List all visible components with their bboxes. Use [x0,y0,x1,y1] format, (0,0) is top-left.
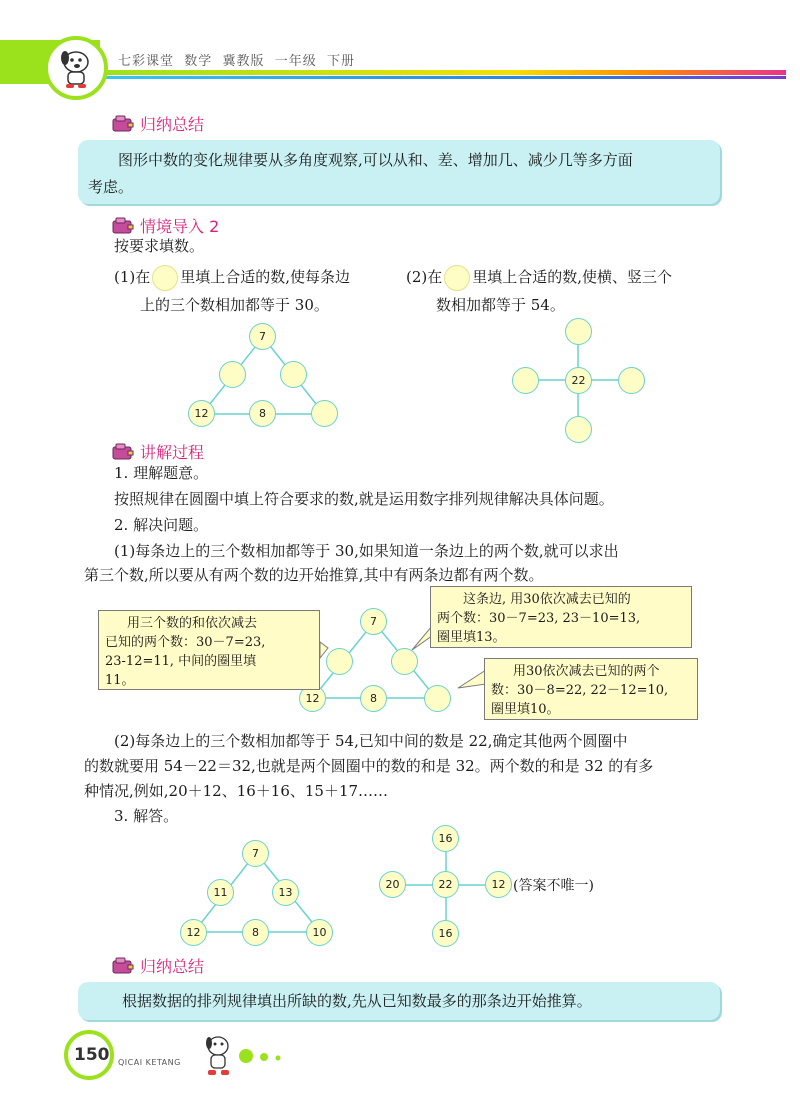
explain-node-bottom-mid: 8 [360,685,387,712]
mascot-dog-icon [44,36,108,100]
answer-tri-top: 7 [242,840,269,867]
header-title: 七彩课堂 数学 冀教版 一年级 下册 [118,54,356,69]
answer-tri-bottom-mid: 8 [242,919,269,946]
paragraph-2-line-2: 的数就要用 54－22＝32,也就是两个圆圈中的数的和是 32。两个数的和是 32 的有多 [84,757,654,775]
section-label: 归纳总结 [140,957,205,976]
summary-1-box [78,140,720,204]
header-rainbow-bar [96,70,786,75]
page-number: 150 [74,1045,110,1065]
tri-node-mid-left [219,361,246,388]
question-2-line-1 [406,264,672,291]
section-label: 归纳总结 [140,115,205,134]
callout-left-line-3: 23-12=11, 中间的圈里填 [105,654,257,669]
question-1-line-2: 上的三个数相加都等于 30。 [140,296,329,314]
intro-instruction: 按要求填数。 [114,237,205,255]
summary-1-line-2: 考虑。 [88,178,134,196]
header-blue-bar [96,76,786,79]
footer-mascot-icon [198,1032,238,1080]
paragraph-1-line-2: 第三个数,所以要从有两个数的边开始推算,其中有两条边都有两个数。 [84,566,544,584]
answer-cross-center: 22 [432,871,459,898]
callout-right-line-1: 用30依次减去已知的两个 [513,664,660,679]
summary-2-text: 根据数据的排列规律填出所缺的数,先从已知数最多的那条边开始推算。 [122,992,592,1010]
section-label: 讲解过程 [140,443,205,462]
answer-cross-left: 20 [379,871,406,898]
callout-right [484,658,698,720]
answer-cross-bottom: 16 [432,920,459,947]
callout-left-line-4: 11。 [105,673,135,688]
explain-node-bottom-left: 12 [299,685,326,712]
step-2: 2. 解决问题。 [114,516,209,534]
step-3: 3. 解答。 [114,807,179,825]
callout-top-right-line-1: 这条边, 用30依次减去已知的 [463,592,631,607]
footer-dots [238,1048,288,1064]
section-summary-2 [112,954,204,977]
answer-tri-mid-left: 11 [207,879,234,906]
question-1-line-1 [114,264,350,291]
callout-top-right-line-2: 两个数：30－7=23, 23－10=13, [437,611,641,626]
callout-top-right [430,586,692,648]
explain-node-top: 7 [360,608,387,635]
blank-circle-icon [152,265,178,291]
question-2-line-2: 数相加都等于 54。 [436,296,565,314]
section-summary-1 [112,112,204,135]
tri-node-bottom-right [311,400,338,427]
tri-node-bottom-mid: 8 [249,400,276,427]
q2-prefix: (2)在 [406,268,443,286]
answer-cross-top: 16 [432,825,459,852]
summary-2-box [78,982,720,1020]
callout-top-right-line-3: 圈里填13。 [437,630,506,645]
answer-tri-bottom-left: 12 [180,919,207,946]
cross-node-top [565,318,592,345]
folder-icon [112,217,134,235]
callout-right-line-3: 圈里填10。 [491,702,560,717]
folder-icon [112,443,134,461]
paragraph-2-line-3: 种情况,例如,20＋12、16＋16、15＋17…… [84,782,389,800]
answer-tri-bottom-right: 10 [306,919,333,946]
folder-icon [112,957,134,975]
summary-1-line-1: 图形中数的变化规律要从多角度观察,可以从和、差、增加几、减少几等多方面 [118,151,633,169]
answer-tri-mid-right: 13 [272,879,299,906]
folder-icon [112,115,134,133]
tri-node-top: 7 [249,323,276,350]
cross-node-center: 22 [565,367,592,394]
callout-left-line-2: 已知的两个数：30－7=23, [105,635,266,650]
callout-right-line-2: 数：30－8=22, 22－12=10, [491,683,669,698]
callout-left [98,610,320,690]
answer-note: (答案不唯一) [513,878,594,894]
cross-node-right [618,367,645,394]
callout-left-line-1: 用三个数的和依次减去 [127,616,258,631]
step-1: 1. 理解题意。 [114,464,209,482]
tri-node-mid-right [280,361,307,388]
cross-node-left [512,367,539,394]
paragraph-1-line-1: (1)每条边上的三个数相加都等于 30,如果知道一条边上的两个数,就可以求出 [114,542,619,560]
cross-node-bottom [565,416,592,443]
q1-prefix: (1)在 [114,268,151,286]
tri-node-bottom-left: 12 [188,400,215,427]
q2-suffix: 里填上合适的数,使横、竖三个 [472,268,673,286]
footer-brand: QICAI KETANG [118,1058,181,1067]
answer-cross-right: 12 [485,871,512,898]
step-1-text: 按照规律在圆圈中填上符合要求的数,就是运用数字排列规律解决具体问题。 [114,490,614,508]
q1-suffix: 里填上合适的数,使每条边 [180,268,351,286]
section-label: 情境导入 2 [140,217,220,236]
blank-circle-icon [444,265,470,291]
paragraph-2-line-1: (2)每条边上的三个数相加都等于 54,已知中间的数是 22,确定其他两个圆圈中 [114,732,628,750]
